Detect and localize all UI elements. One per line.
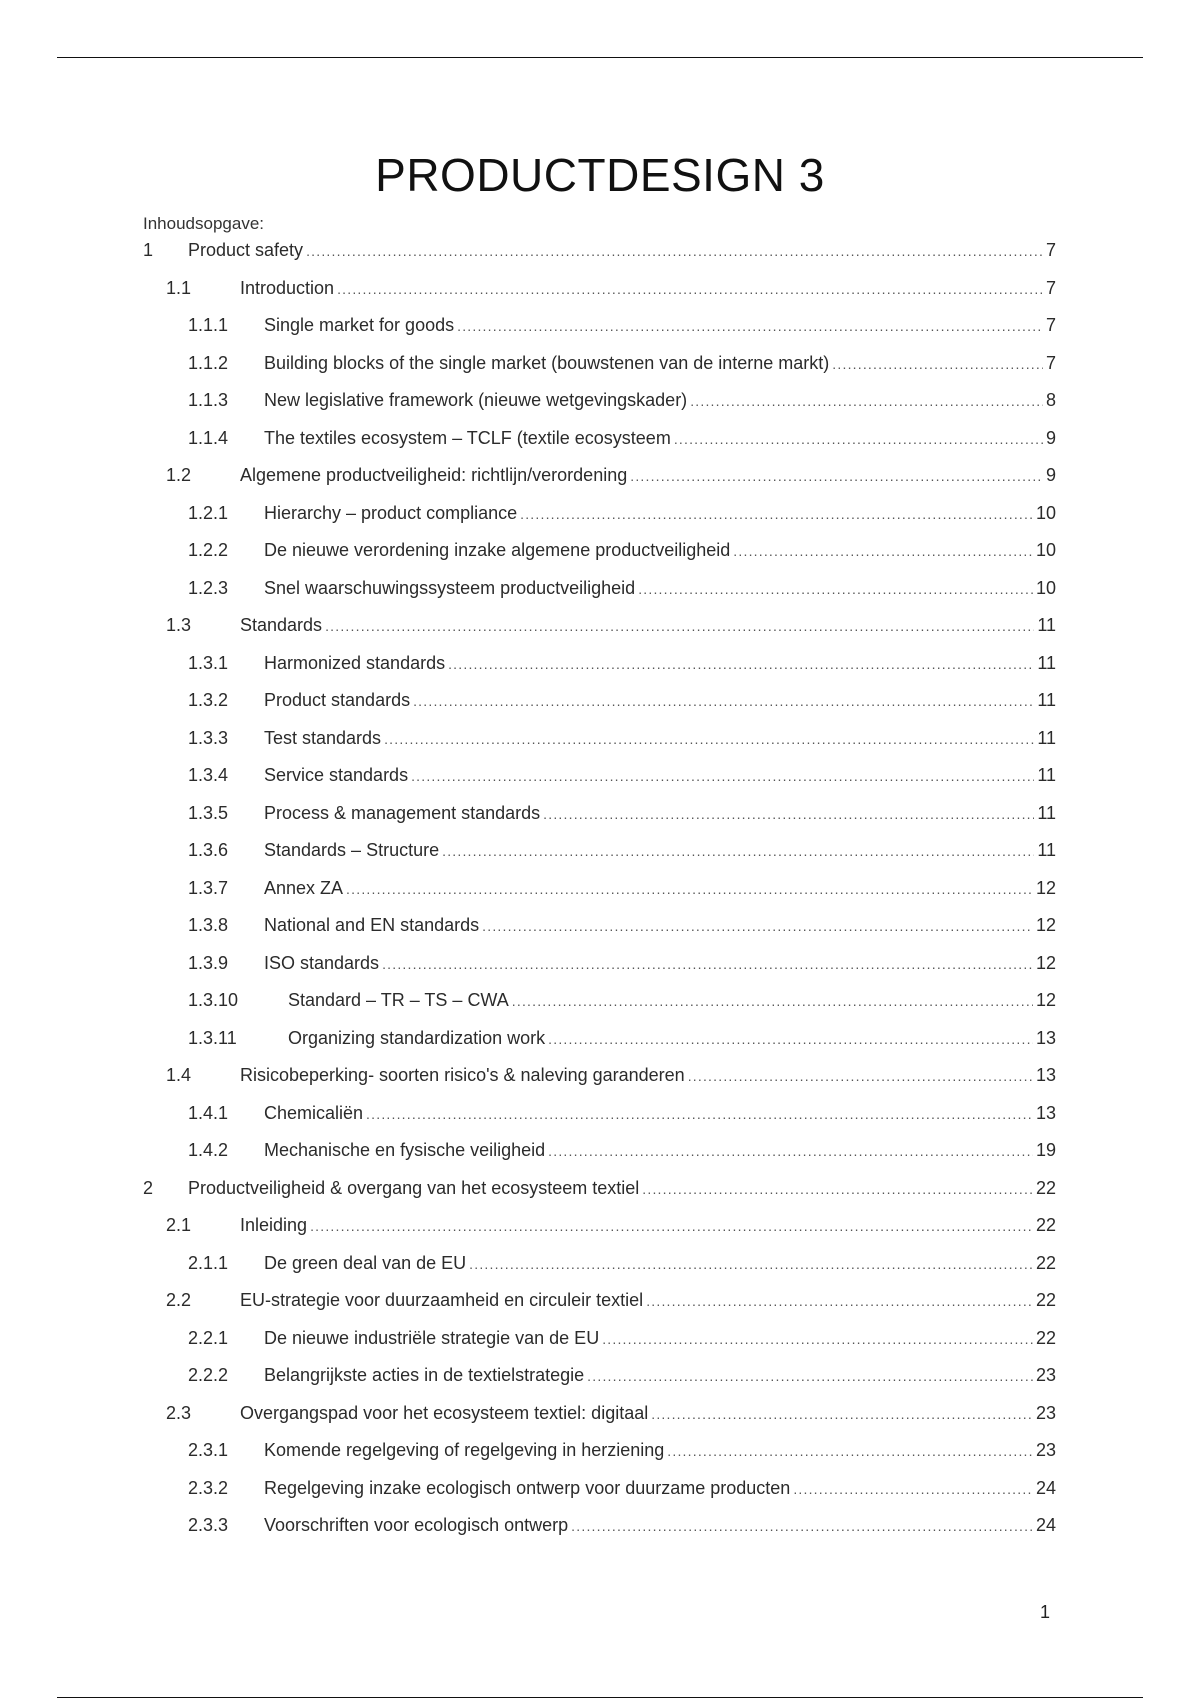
toc-dot-leader: [413, 693, 1034, 709]
toc-entry-number: 1.3.11: [188, 1027, 237, 1048]
toc-entry[interactable]: [166, 278, 1056, 304]
toc-entry-title: Komende regelgeving of regelgeving in herziening: [264, 1440, 665, 1460]
toc-entry-number: 1.3.4: [188, 765, 229, 785]
toc-entry-page: 11: [1037, 690, 1056, 710]
toc-entry-title: Product standards: [264, 690, 411, 710]
toc-entry-page: 24: [1035, 1477, 1056, 1498]
toc-entry-number: 1.1.3: [188, 390, 229, 410]
toc-entry-page: 22: [1035, 1177, 1056, 1198]
document-title: PRODUCTDESIGN 3: [375, 149, 825, 201]
toc-entry-page: 12: [1035, 877, 1056, 898]
toc-entry[interactable]: [166, 1403, 1056, 1429]
toc-dot-leader: [587, 1368, 1033, 1384]
toc-dot-leader: [482, 918, 1033, 934]
toc-entry-page: 13: [1035, 1102, 1056, 1123]
toc-entry[interactable]: [188, 503, 1056, 529]
toc-entry[interactable]: [188, 1253, 1056, 1279]
toc-entry-page: 13: [1035, 1065, 1056, 1085]
toc-entry-page: 7: [1045, 352, 1056, 373]
toc-entry-title: Standards: [240, 615, 323, 635]
toc-dot-leader: [469, 1256, 1033, 1272]
toc-entry[interactable]: [188, 990, 1056, 1016]
toc-entry-number: 1.2: [166, 465, 192, 485]
toc-entry-page: 12: [1035, 990, 1056, 1010]
toc-entry[interactable]: [166, 1290, 1056, 1316]
toc-entry[interactable]: [188, 878, 1056, 904]
toc-entry-page: 23: [1035, 1440, 1056, 1460]
toc-dot-leader: [448, 656, 1034, 672]
toc-entry-number: 2.3.2: [188, 1477, 229, 1498]
toc-entry-number: 2.3.1: [188, 1440, 229, 1460]
toc-entry-page: 7: [1045, 315, 1056, 335]
toc-entry-number: 2: [143, 1177, 154, 1198]
toc-dot-leader: [667, 1443, 1033, 1459]
toc-entry-title: Single market for goods: [264, 315, 455, 335]
toc-entry-number: 1.1.4: [188, 427, 229, 448]
toc-dot-leader: [688, 1068, 1033, 1084]
toc-entry-page: 10: [1035, 540, 1056, 560]
toc-entry-title: Productveiligheid & overgang van het ecosysteem textiel: [188, 1177, 640, 1198]
toc-entry-title: Snel waarschuwingssysteem productveiligheid: [264, 577, 636, 598]
toc-entry-title: Algemene productveiligheid: richtlijn/verordening: [240, 465, 628, 485]
toc-entry[interactable]: [143, 1178, 1056, 1204]
toc-entry-page: 12: [1035, 952, 1056, 973]
toc-entry-number: 1.3: [166, 615, 192, 635]
toc-entry[interactable]: [188, 1365, 1056, 1391]
toc-entry-number: 2.2: [166, 1290, 192, 1310]
toc-entry-title: Voorschriften voor ecologisch ontwerp: [264, 1515, 569, 1535]
toc-entry[interactable]: [188, 353, 1056, 379]
toc-dot-leader: [548, 1143, 1033, 1159]
toc-entry-title: Standard – TR – TS – CWA: [288, 990, 509, 1010]
toc-entry-page: 22: [1035, 1252, 1056, 1273]
toc-entry-title: Mechanische en fysische veiligheid: [264, 1140, 546, 1160]
toc-entry[interactable]: [188, 1478, 1056, 1504]
toc-entry[interactable]: [188, 953, 1056, 979]
toc-entry-number: 1.3.3: [188, 727, 229, 748]
toc-entry-page: 7: [1045, 240, 1056, 260]
toc-entry[interactable]: [188, 1440, 1056, 1466]
toc-entry-number: 1.4.1: [188, 1102, 229, 1123]
toc-entry-number: 2.3: [166, 1402, 192, 1423]
toc-entry-number: 1.3.9: [188, 952, 229, 973]
header-rule: [57, 57, 1143, 58]
toc-dot-leader: [642, 1181, 1033, 1197]
toc-entry[interactable]: [166, 465, 1056, 491]
toc-dot-leader: [306, 243, 1043, 259]
toc-entry-title: Process & management standards: [264, 802, 541, 823]
toc-entry-page: 7: [1045, 277, 1056, 298]
toc-entry-title: EU-strategie voor duurzaamheid en circuleir textiel: [240, 1290, 644, 1310]
toc-dot-leader: [651, 1406, 1033, 1422]
toc-entry-title: National and EN standards: [264, 915, 480, 935]
toc-entry-page: 11: [1037, 615, 1056, 635]
toc-dot-leader: [325, 618, 1034, 634]
toc-dot-leader: [520, 506, 1033, 522]
toc-entry-page: 9: [1045, 427, 1056, 448]
toc-entry-number: 1.2.1: [188, 502, 229, 523]
toc-entry-title: Harmonized standards: [264, 652, 446, 673]
toc-entry-title: Product safety: [188, 240, 304, 260]
toc-entry-number: 1.2.3: [188, 577, 229, 598]
toc-entry[interactable]: [188, 803, 1056, 829]
toc-entry-title: De nieuwe industriële strategie van de EU: [264, 1327, 600, 1348]
toc-entry-number: 1.3.8: [188, 915, 229, 935]
toc-entry-number: 1.4.2: [188, 1140, 229, 1160]
toc-entry-title: Annex ZA: [264, 877, 344, 898]
toc-entry-page: 22: [1035, 1215, 1056, 1235]
toc-entry-number: 1.2.2: [188, 540, 229, 560]
toc-entry[interactable]: [188, 540, 1056, 566]
toc-entry-title: New legislative framework (nieuwe wetgevingskader): [264, 390, 688, 410]
toc-dot-leader: [411, 768, 1034, 784]
toc-entry[interactable]: [188, 390, 1056, 416]
toc-entry-number: 1.1.1: [188, 315, 229, 335]
toc-entry[interactable]: [188, 653, 1056, 679]
toc-dot-leader: [543, 806, 1034, 822]
toc-entry[interactable]: [188, 1028, 1056, 1054]
toc-entry-title: Test standards: [264, 727, 382, 748]
toc-entry-title: Standards – Structure: [264, 840, 440, 860]
toc-dot-leader: [310, 1218, 1033, 1234]
toc-entry[interactable]: [188, 765, 1056, 791]
toc-dot-leader: [512, 993, 1033, 1009]
toc-entry[interactable]: [188, 915, 1056, 941]
toc-dot-leader: [733, 543, 1033, 559]
toc-entry[interactable]: [188, 840, 1056, 866]
toc-entry[interactable]: [188, 315, 1056, 341]
toc-entry-title: Hierarchy – product compliance: [264, 502, 518, 523]
toc-entry-number: 1.4: [166, 1065, 192, 1085]
toc-entry[interactable]: [166, 615, 1056, 641]
toc-dot-leader: [674, 431, 1043, 447]
toc-dot-leader: [646, 1293, 1033, 1309]
toc-entry-title: De nieuwe verordening inzake algemene productveiligheid: [264, 540, 731, 560]
toc-entry-page: 23: [1035, 1365, 1056, 1385]
toc-entry-title: Regelgeving inzake ecologisch ontwerp voor duurzame producten: [264, 1477, 791, 1498]
toc-entry[interactable]: [188, 690, 1056, 716]
toc-entry-page: 11: [1037, 765, 1056, 785]
toc-heading: Inhoudsopgave:: [143, 214, 264, 233]
toc-entry-title: Risicobeperking- soorten risico's & naleving garanderen: [240, 1065, 685, 1085]
toc-entry-number: 1.3.7: [188, 877, 229, 898]
toc-dot-leader: [793, 1481, 1033, 1497]
toc-entry[interactable]: [143, 240, 1056, 266]
toc-dot-leader: [571, 1518, 1033, 1534]
toc-dot-leader: [382, 956, 1033, 972]
toc-entry-number: 1.1.2: [188, 352, 229, 373]
toc-entry[interactable]: [166, 1215, 1056, 1241]
toc-entry-page: 10: [1035, 577, 1056, 598]
toc-dot-leader: [602, 1331, 1033, 1347]
toc-dot-leader: [366, 1106, 1033, 1122]
toc-entry-page: 11: [1037, 840, 1056, 860]
toc-entry-title: Service standards: [264, 765, 409, 785]
toc-entry-page: 11: [1037, 652, 1056, 673]
page-number: 1: [1040, 1602, 1051, 1622]
toc-dot-leader: [548, 1031, 1033, 1047]
toc-entry-title: Overgangspad voor het ecosysteem textiel: digitaal: [240, 1402, 649, 1423]
toc-dot-leader: [638, 581, 1033, 597]
toc-entry-title: Building blocks of the single market (bouwstenen van de interne markt): [264, 352, 830, 373]
toc-entry[interactable]: [166, 1065, 1056, 1091]
toc-entry-number: 2.1.1: [188, 1252, 229, 1273]
toc-entry-page: 9: [1045, 465, 1056, 485]
toc-entry-title: The textiles ecosystem – TCLF (textile ecosysteem: [264, 427, 671, 448]
toc-entry-title: ISO standards: [264, 952, 380, 973]
toc-entry-number: 1.3.10: [188, 990, 239, 1010]
toc-entry-page: 10: [1035, 502, 1056, 523]
toc-entry-number: 1.3.5: [188, 802, 229, 823]
toc-dot-leader: [832, 356, 1043, 372]
toc-entry-number: 2.2.2: [188, 1365, 229, 1385]
footer-rule: [57, 1697, 1143, 1698]
toc-entry[interactable]: [188, 578, 1056, 604]
toc-dot-leader: [346, 881, 1033, 897]
toc-dot-leader: [442, 843, 1034, 859]
toc-entry-page: 11: [1037, 802, 1056, 823]
toc-dot-leader: [384, 731, 1034, 747]
toc-entry-page: 19: [1035, 1140, 1056, 1160]
toc-entry-title: Chemicaliën: [264, 1102, 364, 1123]
toc-dot-leader: [630, 468, 1043, 484]
toc-entry-page: 13: [1035, 1027, 1056, 1048]
toc-entry-page: 24: [1035, 1515, 1056, 1535]
toc-entry-page: 11: [1037, 727, 1056, 748]
toc-entry-title: De green deal van de EU: [264, 1252, 467, 1273]
toc-entry[interactable]: [188, 1140, 1056, 1166]
toc-dot-leader: [337, 281, 1043, 297]
toc-entry[interactable]: [188, 1515, 1056, 1541]
toc-entry-number: 1: [143, 240, 154, 260]
toc-entry-title: Introduction: [240, 277, 335, 298]
toc-entry-page: 22: [1035, 1290, 1056, 1310]
toc-entry[interactable]: [188, 1103, 1056, 1129]
toc-entry-number: 1.3.6: [188, 840, 229, 860]
toc-entry-title: Belangrijkste acties in de textielstrategie: [264, 1365, 585, 1385]
toc-entry-number: 1.3.1: [188, 652, 229, 673]
toc-entry-page: 22: [1035, 1327, 1056, 1348]
toc-entry-title: Inleiding: [240, 1215, 308, 1235]
toc-dot-leader: [690, 393, 1043, 409]
toc-entry-number: 2.2.1: [188, 1327, 229, 1348]
toc-entry-title: Organizing standardization work: [288, 1027, 546, 1048]
toc-entry-number: 1.1: [166, 277, 192, 298]
toc-entry-number: 1.3.2: [188, 690, 229, 710]
toc-entry-number: 2.3.3: [188, 1515, 229, 1535]
toc-entry[interactable]: [188, 428, 1056, 454]
toc-dot-leader: [457, 318, 1043, 334]
toc-entry[interactable]: [188, 728, 1056, 754]
toc-entry-number: 2.1: [166, 1215, 192, 1235]
toc-entry-page: 12: [1035, 915, 1056, 935]
toc-entry-page: 8: [1045, 390, 1056, 410]
toc-entry-page: 23: [1035, 1402, 1056, 1423]
toc-entry[interactable]: [188, 1328, 1056, 1354]
